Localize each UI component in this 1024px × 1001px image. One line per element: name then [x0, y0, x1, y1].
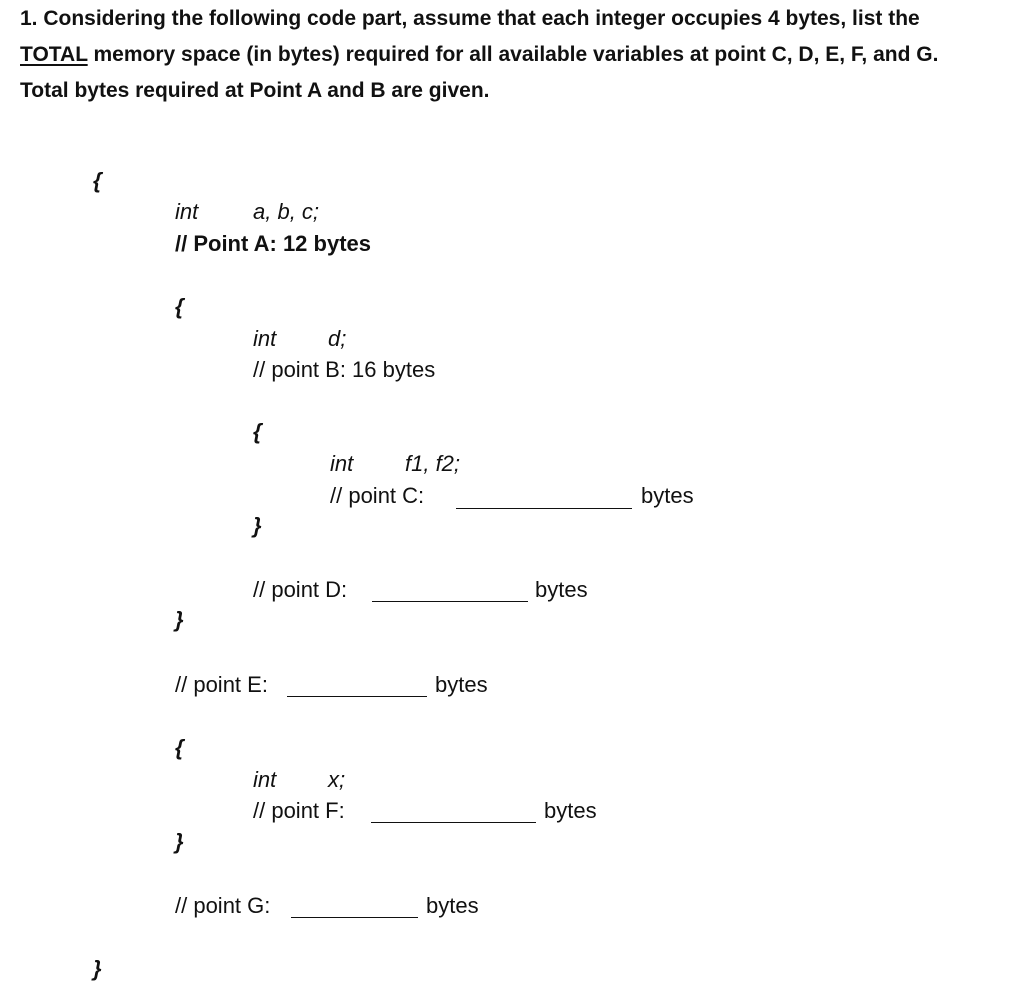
point-b-comment: // point B: 16 bytes: [253, 357, 436, 382]
point-e-comment: // point E:: [175, 672, 268, 697]
total-emphasis: TOTAL: [20, 43, 88, 66]
outer-variables: a, b, c;: [253, 199, 320, 224]
question-line-1: 1. Considering the following code part, assume that each integer occupies 4 bytes, list the: [20, 7, 920, 30]
point-e-bytes-label: bytes: [435, 672, 488, 697]
block1-close-brace: }: [175, 607, 184, 632]
block1-int-keyword: int: [253, 326, 277, 351]
point-a-comment: // Point A: 12 bytes: [175, 231, 372, 256]
question-line-2: [20, 44, 938, 65]
block2-int-keyword: int: [330, 451, 354, 476]
outer-int-keyword: int: [175, 199, 199, 224]
point-d-comment: // point D:: [253, 577, 348, 602]
point-d-bytes-label: bytes: [535, 577, 588, 602]
outer-close-brace: }: [93, 956, 102, 981]
point-f-bytes-label: bytes: [544, 798, 597, 823]
block2-close-brace: }: [253, 513, 262, 538]
point-e-answer-blank[interactable]: [287, 696, 427, 697]
point-f-answer-blank[interactable]: [371, 822, 536, 823]
point-c-bytes-label: bytes: [641, 483, 694, 508]
block3-variables: x;: [328, 767, 346, 792]
question-line-3: Total bytes required at Point A and B are given.: [20, 79, 490, 102]
block3-open-brace: {: [175, 735, 184, 760]
block3-int-keyword: int: [253, 767, 277, 792]
block2-open-brace: {: [253, 419, 262, 444]
point-d-answer-blank[interactable]: [372, 601, 528, 602]
point-g-answer-blank[interactable]: [291, 917, 418, 918]
outer-open-brace: {: [93, 168, 102, 193]
question-line-2-rest: memory space (in bytes) required for all available variables at point C, D, E, F, and G.: [87, 43, 939, 66]
point-f-comment: // point F:: [253, 798, 345, 823]
block1-variables: d;: [328, 326, 347, 351]
point-c-comment: // point C:: [330, 483, 425, 508]
point-g-comment: // point G:: [175, 893, 271, 918]
point-g-bytes-label: bytes: [426, 893, 479, 918]
point-c-answer-blank[interactable]: [456, 508, 632, 509]
block1-open-brace: {: [175, 294, 184, 319]
block2-variables: f1, f2;: [405, 451, 461, 476]
block3-close-brace: }: [175, 829, 184, 854]
